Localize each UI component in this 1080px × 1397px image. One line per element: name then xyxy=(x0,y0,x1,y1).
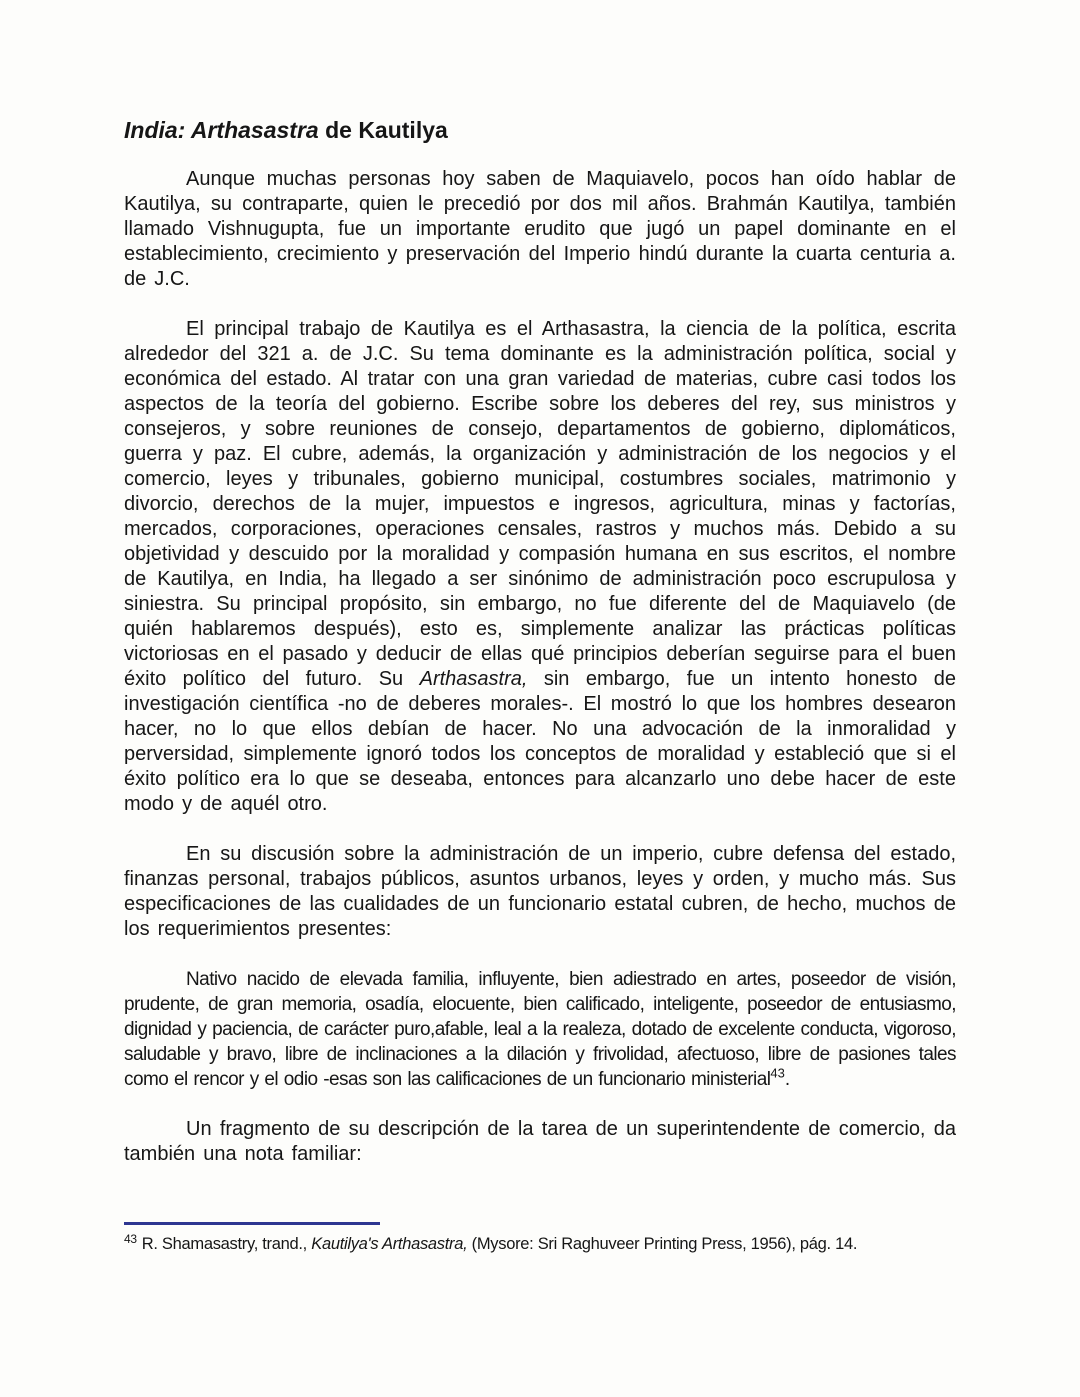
paragraph-4 xyxy=(124,967,956,1092)
text-segment: Arthasastra, xyxy=(419,668,528,690)
text-segment: India: Arthasastra xyxy=(124,117,319,143)
footnote xyxy=(124,1233,956,1255)
text-segment: Kautilya's Arthasastra, xyxy=(311,1235,468,1253)
page-title xyxy=(124,116,956,144)
paragraph-5 xyxy=(124,1117,956,1167)
footnote-separator-rule xyxy=(124,1222,380,1225)
footnote-block xyxy=(124,1222,956,1255)
footnote-ref: 43 xyxy=(770,1065,785,1081)
footnote-text-segments xyxy=(142,1235,857,1253)
text-segment: . xyxy=(784,1069,790,1090)
text-segment: Un fragmento de su descripción de la tarea de un superintendente de comercio, da también una nota familiar: xyxy=(124,1118,956,1165)
text-segment: Aunque muchas personas hoy saben de Maquiavelo, pocos han oído hablar de Kautilya, su contraparte, quien le precedió por dos mil años. Brahmán Kautilya, también llamado Vishnugupta, fue un importante erudito que jugó un papel dominante en el establecimiento, crecimiento y preservación del Imperio hindú durante la cuarta centuria a. de J.C. xyxy=(124,168,956,290)
paragraph-3 xyxy=(124,842,956,942)
text-segment: El principal trabajo de Kautilya es el Arthasastra, la ciencia de la política, escrita alrededor del 321 a. de J.C. Su tema dominante es la administración política, social y económica del estado. Al tratar con una gran variedad de materias, cubre casi todos los aspectos de la teoría del gobierno. Escribe sobre los deberes del rey, sus ministros y consejeros, y sobre reuniones de consejo, departamentos de gobierno, diplomáticos, guerra y paz. El cubre, además, la organización y administración de los negocios y el comercio, leyes y tribunales, gobierno municipal, costumbres sociales, matrimonio y divorcio, derechos de la mujer, impuestos e ingresos, agricultura, minas y factorías, mercados, corporaciones, operaciones censales, rastros y muchos más. Debido a su objetividad y descuido por la moralidad y compasión humana en sus escritos, el nombre de Kautilya, en India, ha llegado a ser sinónimo de administración poco escrupulosa y siniestra. Su principal propósito, sin embargo, no fue diferente del de Maquiavelo (de quién hablaremos después), esto es, simplemente analizar las prácticas políticas victoriosas en el pasado y deducir de ellas qué principios deberían seguirse para el buen éxito político del futuro. Su xyxy=(124,318,956,690)
text-segment: En su discusión sobre la administración de un imperio, cubre defensa del estado, finanzas personal, trabajos públicos, asuntos urbanos, leyes y orden, y mucho más. Sus especificaciones de las cualidades de un funcionario estatal cubren, de hecho, muchos de los requerimientos presentes: xyxy=(124,843,956,940)
footnote-number: 43 xyxy=(124,1231,137,1246)
paragraph-1 xyxy=(124,167,956,292)
text-segment: sin embargo, fue un intento honesto de investigación científica -no de deberes morales-. El mostró lo que los hombres desearon hacer, no lo que ellos debían de hacer. No una advocación de la inmoralidad y perversidad, simplemente ignoró todos los conceptos de moralidad y estableció que si el éxito político era lo que se deseaba, entonces para alcanzarlo uno debe hacer de este modo y de aquél otro. xyxy=(124,668,956,815)
text-segment: de Kautilya xyxy=(318,117,448,143)
text-segment: R. Shamasastry, trand., xyxy=(141,1235,312,1253)
paragraph-2 xyxy=(124,317,956,817)
document-body xyxy=(124,167,956,1167)
text-segment: Nativo nacido de elevada familia, influyente, bien adiestrado en artes, poseedor de visión, prudente, de gran memoria, osadía, elocuente, bien calificado, inteligente, poseedor de entusiasmo, dignidad y paciencia, de carácter puro,afable, leal a la realeza, dotado de excelente conducta, vigoroso, saludable y bravo, libre de inclinaciones a la dilación y frivolidad, afectuoso, libre de pasiones tales como el rencor y el odio -esas son las calificaciones de un funcionario ministerial xyxy=(124,969,956,1090)
text-segment: (Mysore: Sri Raghuveer Printing Press, 1956), pág. 14. xyxy=(467,1235,858,1253)
